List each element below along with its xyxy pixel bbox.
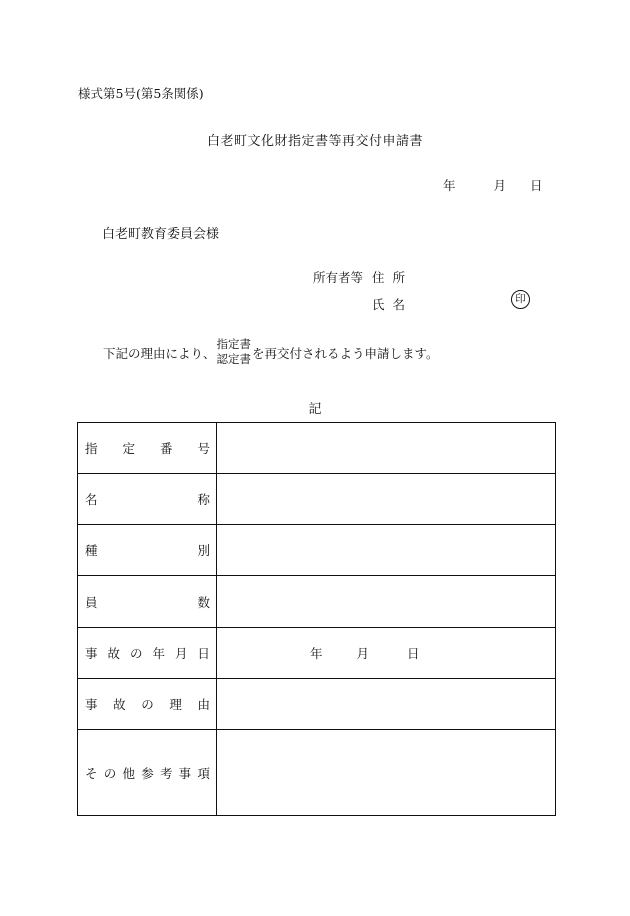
value-cell-designation-number[interactable]: [217, 423, 556, 474]
request-suffix: を再交付されるよう申請します。: [252, 346, 439, 361]
table-row-accident-date: [78, 628, 556, 679]
label-char: の: [141, 697, 154, 712]
name-label: 氏名: [372, 297, 414, 312]
label-char: 事: [178, 765, 192, 781]
value-cell-accident-reason[interactable]: [217, 679, 556, 730]
label-char: の: [129, 646, 143, 661]
document-option-certification: 認定書: [216, 352, 252, 366]
label-char: 由: [197, 697, 210, 712]
label-char: の: [103, 765, 117, 781]
label-char: 故: [107, 646, 120, 661]
submission-date: [443, 176, 543, 194]
row-label-quantity: [78, 576, 217, 628]
label-char: 理: [169, 697, 182, 712]
label-char: 日: [197, 646, 210, 661]
form-number: 様式第5号(第5条関係): [78, 86, 204, 101]
accident-date-year: 年: [310, 646, 323, 661]
table-row-quantity: [78, 576, 556, 628]
document-option-designation: 指定書: [216, 337, 252, 351]
label-char: 定: [122, 441, 135, 456]
table-row-category: [78, 525, 556, 576]
row-label-accident-date: [78, 628, 217, 679]
label-char: 員: [85, 594, 98, 610]
label-char: 他: [122, 765, 135, 781]
document-title: 白老町文化財指定書等再交付申請書: [206, 134, 423, 149]
date-year: 年: [443, 178, 456, 193]
label-char: 月: [174, 646, 188, 661]
label-char: 考: [159, 765, 173, 781]
table-row-designation-number: [78, 423, 556, 474]
row-label-accident-reason: [78, 679, 217, 730]
date-day: 日: [530, 178, 543, 193]
label-char: 故: [113, 697, 126, 712]
label-char: 参: [141, 765, 154, 781]
date-month: 月: [493, 178, 507, 193]
value-cell-name[interactable]: [217, 474, 556, 525]
label-char: 番: [159, 441, 173, 456]
request-prefix: 下記の理由により、: [103, 346, 216, 361]
application-table: [77, 422, 556, 816]
document-type-options: [217, 337, 252, 367]
label-char: 名: [85, 492, 98, 507]
addressee: 白老町教育委員会様: [102, 227, 220, 242]
ki-heading: 記: [308, 402, 322, 417]
row-label-designation-number: [78, 423, 217, 474]
label-char: 指: [85, 441, 98, 456]
label-char: 項: [197, 765, 210, 781]
row-label-category: [78, 525, 217, 576]
label-char: 年: [152, 646, 165, 661]
label-char: そ: [85, 765, 98, 781]
value-cell-other-notes[interactable]: [217, 730, 556, 816]
label-char: 数: [197, 594, 210, 610]
owner-label: 所有者等: [313, 270, 364, 285]
address-label: 住所: [372, 270, 414, 285]
label-char: 事: [85, 697, 98, 712]
table-row-accident-reason: [78, 679, 556, 730]
value-cell-category[interactable]: [217, 525, 556, 576]
table-row-other-notes: [78, 730, 556, 816]
seal-mark: 印: [511, 290, 530, 309]
row-label-other-notes: [78, 730, 217, 816]
label-char: 号: [197, 441, 210, 456]
accident-date-day: 日: [407, 646, 420, 661]
accident-date-month: 月: [356, 646, 370, 661]
value-cell-accident-date[interactable]: [217, 628, 556, 679]
table-row-name: [78, 474, 556, 525]
label-char: 事: [85, 646, 98, 661]
label-char: 別: [197, 543, 210, 558]
row-label-name: [78, 474, 217, 525]
label-char: 称: [197, 492, 210, 507]
label-char: 種: [85, 543, 98, 558]
value-cell-quantity[interactable]: [217, 576, 556, 628]
request-statement: [103, 338, 439, 368]
